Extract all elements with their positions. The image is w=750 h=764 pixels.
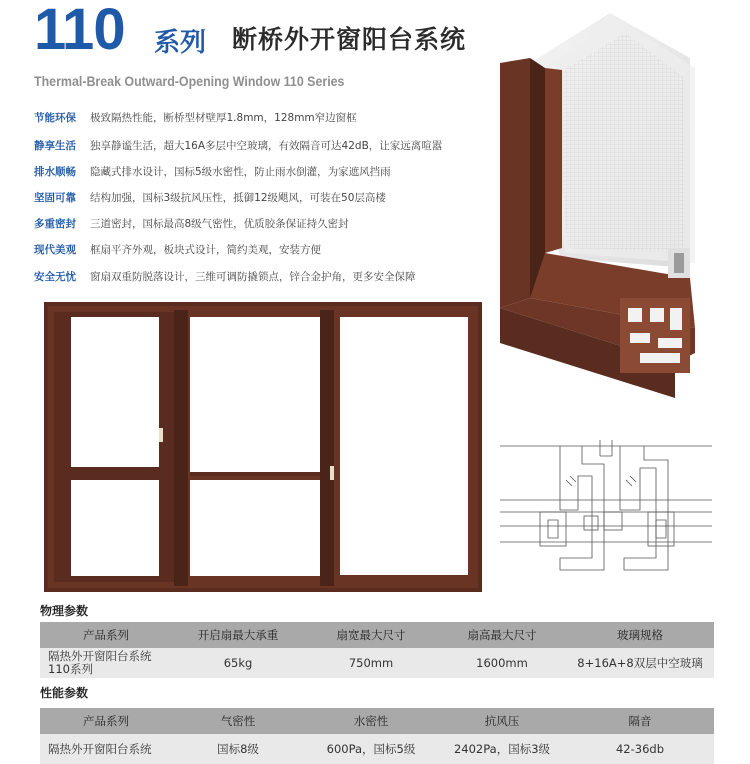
- feature-desc: 独享静谧生活，超大16A多层中空玻璃，有效隔音可达42dB，让家远离喧嚣: [90, 139, 443, 152]
- feature-label: 安全无忧: [34, 270, 76, 283]
- profile-drawing: [500, 440, 712, 576]
- feature-label: 现代美观: [34, 243, 76, 256]
- physical-params-table: [40, 622, 714, 678]
- feature-label: 坚固可靠: [34, 191, 76, 204]
- feature-label: 节能环保: [34, 111, 76, 124]
- feature-quiet: [34, 134, 442, 156]
- table-cell: 国标8级: [172, 734, 304, 764]
- profile-section-image: [490, 8, 710, 398]
- product-title: 断桥外开窗阳台系统: [232, 25, 467, 54]
- table-row: [40, 734, 714, 764]
- window-photo: [44, 302, 482, 592]
- col-header: 开启扇最大承重: [172, 622, 304, 648]
- table-cell: 42-36db: [566, 734, 714, 764]
- feature-desc: 窗扇双重防脱落设计，三维可调防撬锁点，锌合金护角，更多安全保障: [90, 270, 416, 283]
- performance-params-title: 性能参数: [40, 686, 89, 700]
- feature-energy: [34, 106, 357, 128]
- feature-safety: [34, 265, 416, 287]
- table-cell: 隔热外开窗阳台系统110系列: [40, 648, 172, 678]
- feature-label: 多重密封: [34, 217, 76, 230]
- feature-seal: [34, 212, 349, 234]
- performance-params-table: [40, 708, 714, 764]
- col-header: 隔音: [566, 708, 714, 734]
- physical-params-title: 物理参数: [40, 604, 89, 618]
- feature-sturdy: [34, 186, 386, 208]
- feature-desc: 极致隔热性能，断桥型材壁厚1.8mm，128mm窄边窗框: [90, 111, 357, 124]
- table-cell: 2402Pa，国标3级: [438, 734, 566, 764]
- col-header: 玻璃规格: [566, 622, 714, 648]
- feature-desc: 三道密封，国标最高8级气密性，优质胶条保证持久密封: [90, 217, 349, 230]
- col-header: 扇高最大尺寸: [438, 622, 566, 648]
- table-cell: 隔热外开窗阳台系统: [40, 734, 172, 764]
- english-subtitle: Thermal-Break Outward-Opening Window 110 Series: [34, 74, 345, 89]
- table-header-row: [40, 622, 714, 648]
- table-cell: 1600mm: [438, 648, 566, 678]
- series-label: 系列: [154, 28, 207, 58]
- col-header: 产品系列: [40, 622, 172, 648]
- col-header: 水密性: [304, 708, 438, 734]
- series-number: 110: [34, 0, 125, 62]
- table-header-row: [40, 708, 714, 734]
- col-header: 扇宽最大尺寸: [304, 622, 438, 648]
- feature-label: 排水顺畅: [34, 165, 76, 178]
- table-cell: 65kg: [172, 648, 304, 678]
- feature-label: 静享生活: [34, 139, 76, 152]
- table-cell: 750mm: [304, 648, 438, 678]
- table-cell: 600Pa，国标5级: [304, 734, 438, 764]
- feature-drainage: [34, 160, 391, 182]
- col-header: 抗风压: [438, 708, 566, 734]
- feature-desc: 结构加强，国标3级抗风压性，抵御12级飓风，可装在50层高楼: [90, 191, 386, 204]
- table-cell: 8+16A+8双层中空玻璃: [566, 648, 714, 678]
- col-header: 产品系列: [40, 708, 172, 734]
- feature-desc: 框扇平齐外观，板块式设计，简约美观，安装方便: [90, 243, 321, 256]
- feature-desc: 隐藏式排水设计，国标5级水密性，防止雨水倒灌，为家遮风挡雨: [90, 165, 391, 178]
- table-row: [40, 648, 714, 678]
- col-header: 气密性: [172, 708, 304, 734]
- feature-modern: [34, 238, 321, 260]
